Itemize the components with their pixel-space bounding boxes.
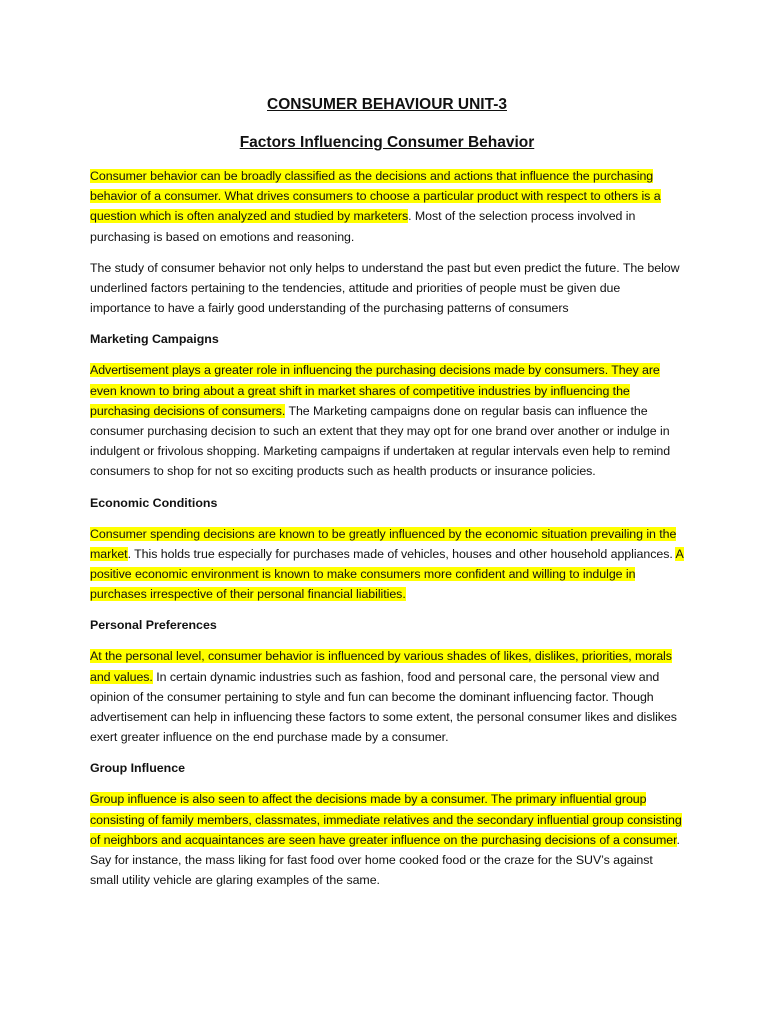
group-plain-text: . Say for instance, the mass liking for fast food over home cooked food or the craze for the SUV’s against small utility vehicle are glaring examples of the same. (90, 832, 680, 888)
economic-highlighted-text-1: Consumer spending decisions are known to be greatly influenced by the economic situation prevailing in the market (90, 526, 677, 561)
economic-conditions-paragraph (90, 524, 684, 605)
intro-highlighted-text: Consumer behavior can be broadly classified as the decisions and actions that influence the purchasing behavior of a consumer. What drives consumers to choose a particular product with respect to others is a question which is often analyzed and studied by marketers (90, 169, 661, 224)
marketing-campaigns-paragraph (90, 360, 684, 481)
group-highlighted-text: Group influence is also seen to affect the decisions made by a consumer. The primary influential group consisting of family members, classmates, immediate relatives and the secondary influential group consisting of neighbors and acquaintances are seen have greater influence on the purchasing decisions of a consumer (90, 792, 682, 847)
document-title: CONSUMER BEHAVIOUR UNIT-3 (267, 96, 507, 113)
economic-conditions-heading: Economic Conditions (90, 495, 218, 510)
marketing-highlighted-text: Advertisement plays a greater role in influencing the purchasing decisions made by consumers. They are even known to bring about a great shift in market shares of competitive industries by influencing the purchasing decisions of consumers. (90, 363, 660, 418)
personal-plain-text: In certain dynamic industries such as fashion, food and personal care, the personal view and opinion of the consumer pertaining to style and fun can become the dominant influencing factor. Though advertisement can help in influencing these factors to some extent, the personal consumer likes and dislikes exert greater influence on the end purchase made by a consumer. (90, 669, 677, 745)
personal-highlighted-text: At the personal level, consumer behavior is influenced by various shades of likes, dislikes, priorities, morals and values. (90, 649, 672, 684)
group-influence-paragraph (90, 789, 684, 890)
personal-preferences-paragraph (90, 646, 684, 747)
marketing-plain-text: The Marketing campaigns done on regular basis can influence the consumer purchasing decision to such an extent that they may opt for one brand over another or indulge in indulgent or frivolous shopping. Marketing campaigns if undertaken at regular intervals even help to remind consumers to shop for not so exciting products such as health products or insurance policies. (90, 403, 671, 479)
marketing-campaigns-heading: Marketing Campaigns (90, 332, 219, 347)
intro-paragraph (90, 166, 684, 247)
study-paragraph: The study of consumer behavior not only helps to understand the past but even predict the future. The below underlined factors pertaining to the tendencies, attitude and priorities of people must be given due importance to have a fairly good understanding of the purchasing patterns of consumers (90, 260, 680, 316)
document-subtitle: Factors Influencing Consumer Behavior (239, 134, 535, 151)
intro-plain-text: . Most of the selection process involved in purchasing is based on emotions and reasoning. (90, 209, 636, 244)
economic-plain-text: . This holds true especially for purchases made of vehicles, houses and other household appliances. (127, 546, 676, 561)
economic-highlighted-text-2: A positive economic environment is known to make consumers more confident and willing to indulge in purchases irrespective of their personal financial liabilities. (90, 546, 684, 602)
personal-preferences-heading: Personal Preferences (90, 618, 217, 633)
group-influence-heading: Group Influence (90, 761, 185, 776)
